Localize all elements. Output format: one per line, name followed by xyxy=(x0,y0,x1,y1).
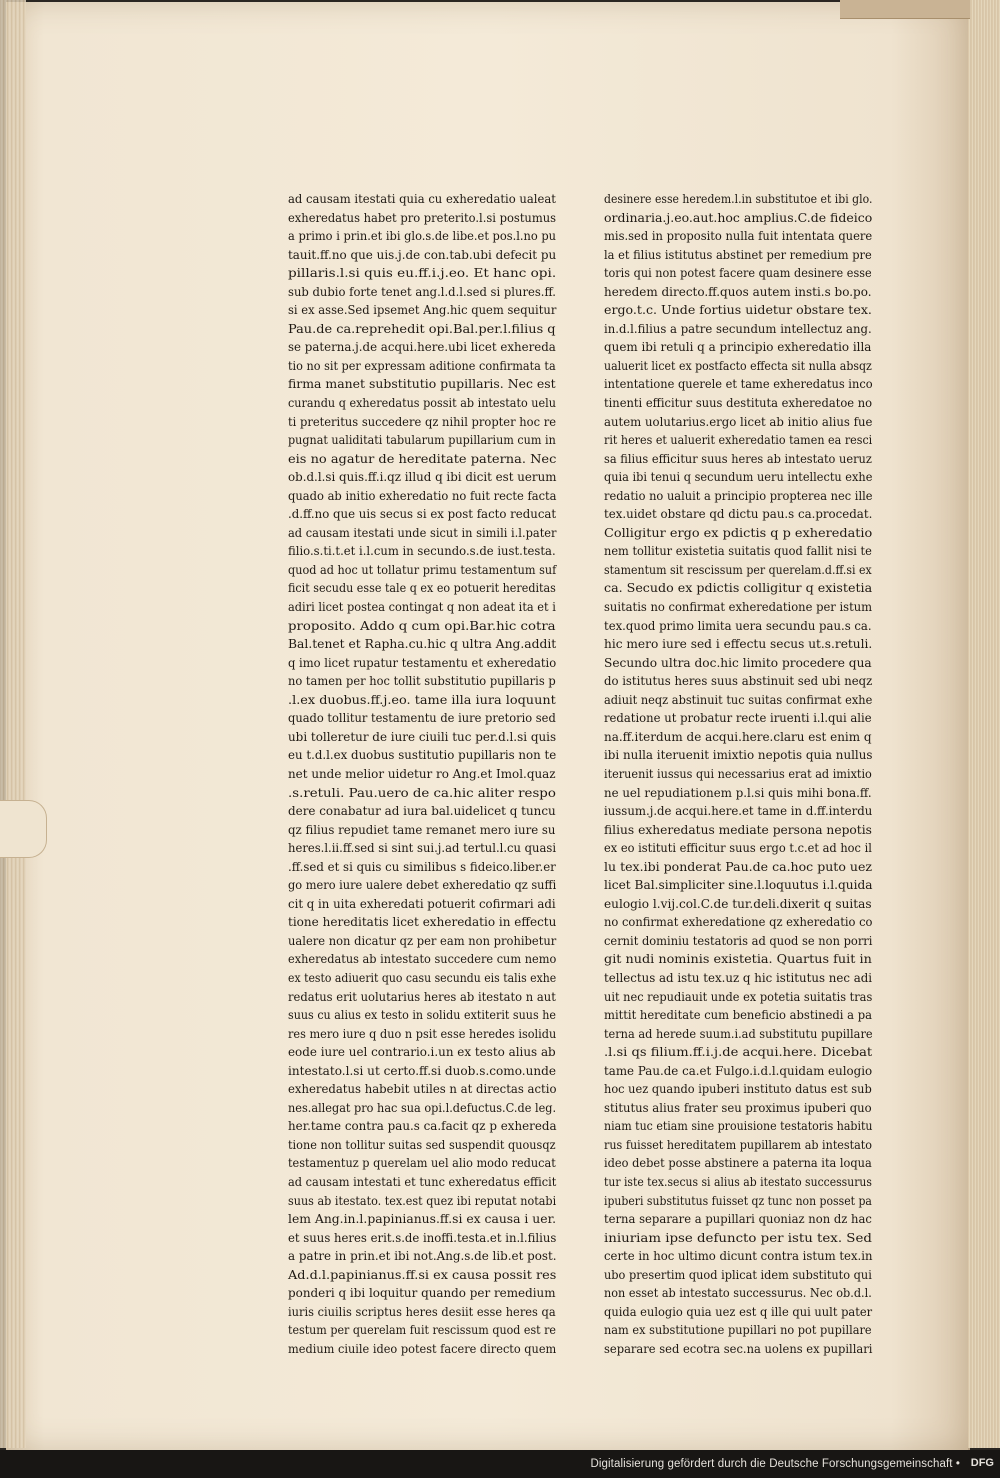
text-line: ponderi q ibi loquitur quando per remedium xyxy=(288,1286,556,1301)
text-line: intentatione querele et tame exheredatus inco xyxy=(604,377,873,392)
text-line: ualuerit licet ex postfacto effecta sit nulla absqz xyxy=(604,358,872,373)
text-line: ti preteritus succedere qz nihil propter hoc re xyxy=(288,414,557,429)
text-line: Secundo ultra doc.hic limito procedere qua xyxy=(604,655,872,670)
text-line: q imo licet rupatur testamentu et exheredatio xyxy=(288,655,557,670)
text-line: sub dubio forte tenet ang.l.d.l.sed si plures.ff. xyxy=(288,284,556,299)
text-line: ubi tolleretur de iure ciuili tuc per.d.l.si quis xyxy=(288,729,557,744)
text-line: ne uel repudiationem p.l.si quis mihi bona.ff. xyxy=(604,785,872,800)
text-column-left xyxy=(288,190,578,1358)
text-line: si ex asse.Sed ipsemet Ang.hic quem sequitur xyxy=(288,303,557,318)
text-line: ibi nulla iteruenit imixtio nepotis quia nullus xyxy=(604,748,873,763)
text-line: Bal.tenet et Rapha.cu.hic q ultra Ang.addit xyxy=(288,637,557,652)
text-line: ex testo adiuerit quo casu secundu eis talis exhe xyxy=(288,970,557,985)
text-line: quado ab initio exheredatio no fuit recte facta xyxy=(288,488,557,503)
text-line: iuris ciuilis scriptus heres desiit esse heres qa xyxy=(288,1304,556,1319)
text-line: na.ff.iterdum de acqui.here.claru est enim q xyxy=(604,729,872,744)
text-line: stitutus alius frater seu proximus ipuberi quo xyxy=(604,1100,872,1115)
text-line: uit nec repudiauit unde ex potetia suitatis tras xyxy=(604,989,873,1004)
text-line: heredem directo.ff.quos autem insti.s bo.po. xyxy=(604,284,872,299)
text-line: quod ad hoc ut tollatur primu testamentum suf xyxy=(288,562,557,577)
text-line: a patre in prin.et ibi not.Ang.s.de lib.et post. xyxy=(288,1249,557,1264)
text-line: iussum.j.de acqui.here.et tame in d.ff.interdu xyxy=(604,804,873,819)
text-line: mis.sed in proposito nulla fuit intentata quere xyxy=(604,229,873,244)
text-line: firma manet substitutio pupillaris. Nec est xyxy=(288,377,556,392)
text-line: autem uolutarius.ergo licet ab initio alius fue xyxy=(604,414,873,429)
text-line: lem Ang.in.l.papinianus.ff.si ex causa i uer. xyxy=(288,1212,557,1227)
text-line: eis no agatur de hereditate paterna. Nec xyxy=(288,451,557,466)
text-line: no tamen per hoc tollit substitutio pupillaris p xyxy=(288,674,556,689)
text-line: rit heres et ualuerit exheredatio tamen ea resci xyxy=(604,433,873,448)
text-line: terna ad herede suum.i.ad substitutu pupillare xyxy=(604,1026,873,1041)
text-line: Ad.d.l.papinianus.ff.si ex causa possit res xyxy=(288,1267,557,1282)
text-line: tame Pau.de ca.et Fulgo.i.d.l.quidam eulogio xyxy=(604,1063,873,1078)
text-line: tur iste tex.secus si alius ab itestato successurus xyxy=(604,1174,872,1189)
text-line: curandu q exheredatus possit ab intestato uelu xyxy=(288,396,556,411)
text-line: se paterna.j.de acqui.here.ubi licet exhereda xyxy=(288,340,556,355)
text-line: .d.ff.no que uis secus si ex post facto reducat xyxy=(288,507,557,522)
text-line: ualere non dicatur qz per eam non prohibetur xyxy=(288,933,557,948)
text-line: intestato.l.si ut certo.ff.si duob.s.como.unde xyxy=(288,1063,557,1078)
page-edge-top xyxy=(840,0,970,19)
text-line: desinere esse heredem.l.in substitutoe et ibi glo. xyxy=(604,192,873,206)
text-line: tex.quod primo limita uera secundu pau.s ca. xyxy=(604,618,872,633)
text-line: pillaris.l.si quis eu.ff.i.j.eo. Et hanc opi. xyxy=(288,266,557,281)
text-line: exheredatus ab intestato succedere cum nemo xyxy=(288,952,557,967)
text-line: eode iure uel contrario.i.un ex testo alius ab xyxy=(288,1045,556,1060)
text-line: in.d.l.filius a patre secundum intellectuz ang. xyxy=(604,321,872,336)
text-line: do istitutus heres suus abstinuit sed ubi neqz xyxy=(604,674,873,689)
text-line: heres.l.ii.ff.sed si sint sui.j.ad tertul.l.cu quasi xyxy=(288,841,557,856)
page-tab xyxy=(0,800,47,858)
text-line: hic mero iure sed i effectu secus ut.s.retuli. xyxy=(604,637,873,652)
text-line: ergo.t.c. Unde fortius uidetur obstare tex. xyxy=(604,303,872,318)
text-line: tione non tollitur suitas sed suspendit quousqz xyxy=(288,1137,556,1152)
text-line: la et filius istitutus abstinet per remedium pre xyxy=(604,247,872,262)
text-line: terna separare a pupillari quoniaz non dz hac xyxy=(604,1212,872,1227)
text-line: filius exheredatus mediate persona nepotis xyxy=(604,822,872,837)
text-line: eu t.d.l.ex duobus sustitutio pupillaris non te xyxy=(288,748,557,763)
text-line: tinenti efficitur suus destituta exheredatoe no xyxy=(604,396,873,411)
text-line: tio no sit per expressam aditione confirmata ta xyxy=(288,358,556,373)
text-line: .s.retuli. Pau.uero de ca.hic aliter respo xyxy=(288,785,556,800)
text-line: separare sed ecotra sec.na uolens ex pupillari xyxy=(604,1341,873,1356)
text-line: niam tuc etiam sine prouisione testatoris habitu xyxy=(604,1119,873,1134)
text-line: iteruenit iussus qui necessarius erat ad imixtio xyxy=(604,766,872,781)
text-line: nam ex substitutione pupillari no pot pupillare xyxy=(604,1323,872,1338)
text-line: ipuberi substitutus fuisset qz tunc non posset pa xyxy=(604,1193,872,1208)
text-line: non esset ab intestato successurus. Nec ob.d.l. xyxy=(604,1286,872,1301)
text-line: adiri licet postea contingat q non adeat ita et i xyxy=(288,600,556,615)
text-line: .l.ex duobus.ff.j.eo. tame illa iura loquunt xyxy=(288,692,556,707)
text-line: redatio no ualuit a principio propterea nec ille xyxy=(604,488,873,503)
text-line: Pau.de ca.reprehedit opi.Bal.per.l.filius q xyxy=(288,321,556,336)
text-line: quado tollitur testamentu de iure pretorio sed xyxy=(288,711,556,726)
text-line: toris qui non potest facere quam desinere esse xyxy=(604,266,872,281)
text-line: ad causam itestati unde sicut in simili i.l.pater xyxy=(288,525,557,540)
text-line: cit q in uita exheredati potuerit cofirmari adi xyxy=(288,896,556,911)
text-line: ideo debet posse abstinere a paterna ita loqua xyxy=(604,1156,872,1171)
footer-credit: Digitalisierung gefördert durch die Deutsche Forschungsgemeinschaft • xyxy=(590,1458,960,1470)
text-line: stamentum sit rescissum per querelam.d.ff.si ex xyxy=(604,562,872,577)
text-column-right xyxy=(604,190,896,1358)
text-line: go mero iure ualere debet exheredatio qz suffi xyxy=(288,878,557,893)
text-line: iniuriam ipse defuncto per istu tex. Sed xyxy=(604,1230,872,1245)
text-line: ca. Secudo ex pdictis colligitur q existetia xyxy=(604,581,873,596)
text-line: tione hereditatis licet exheredatio in effectu xyxy=(288,915,557,930)
text-line: filio.s.ti.t.et i.l.cum in secundo.s.de iust.testa. xyxy=(288,544,556,559)
text-line: mittit hereditate cum beneficio abstinedi a pa xyxy=(604,1008,872,1023)
text-line: eulogio l.vij.col.C.de tur.deli.dixerit q suitas xyxy=(604,896,872,911)
text-line: tellectus ad istu tex.uz q hic istitutus nec adi xyxy=(604,970,873,985)
text-line: sa filius efficitur suus heres ab intestato ueruz xyxy=(604,451,872,466)
text-line: licet Bal.simpliciter sine.l.loquutus i.l.quida xyxy=(604,878,873,893)
text-line: testum per querelam fuit rescissum quod est re xyxy=(288,1323,556,1338)
text-line: cernit dominiu testatoris ad quod se non porri xyxy=(604,933,873,948)
text-line: exheredatus habebit utiles n at directas actio xyxy=(288,1082,557,1097)
text-line: .ff.sed et si quis cu similibus s fideico.liber.er xyxy=(288,859,556,874)
text-line: quem ibi retuli q a principio exheredatio illa xyxy=(604,340,872,355)
text-line: nem tollitur existetia suitatis quod fallit nisi te xyxy=(604,544,872,559)
text-line: lu tex.ibi ponderat Pau.de ca.hoc puto uez xyxy=(604,859,872,874)
text-line: adiuit neqz abstinuit tuc suitas confirmat exhe xyxy=(604,692,873,707)
text-line: exheredatus habet pro preterito.l.si postumus xyxy=(288,210,557,225)
text-line: qz filius repudiet tame remanet mero iure su xyxy=(288,822,556,837)
text-line: ex eo istituti efficitur suus ergo t.c.et ad hoc il xyxy=(604,841,872,856)
page-stack-left xyxy=(0,0,26,1448)
text-line: tex.uidet obstare qd dictu pau.s ca.procedat. xyxy=(604,507,873,522)
text-line: ad causam intestati et tunc exheredatus efficit xyxy=(288,1174,557,1189)
text-line: nes.allegat pro hac sua opi.l.defuctus.C.de leg. xyxy=(288,1100,557,1115)
text-line: a primo i prin.et ibi glo.s.de libe.et pos.l.no pu xyxy=(288,229,557,244)
text-line: Colligitur ergo ex pdictis q p exheredatio xyxy=(604,525,873,540)
text-line: redatus erit uolutarius heres ab itestato n aut xyxy=(288,989,556,1004)
text-line: .l.si qs filium.ff.i.j.de acqui.here. Dicebat xyxy=(604,1045,873,1060)
text-line: redatione ut probatur recte iruenti i.l.qui alie xyxy=(604,711,872,726)
text-line: ordinaria.j.eo.aut.hoc amplius.C.de fideico xyxy=(604,210,873,225)
text-line: tauit.ff.no que uis.j.de con.tab.ubi defecit pu xyxy=(288,247,557,262)
text-line: rus fuisset hereditatem pupillarem ab intestato xyxy=(604,1137,873,1152)
text-line: proposito. Addo q cum opi.Bar.hic cotra xyxy=(288,618,556,633)
text-line: ob.d.l.si quis.ff.i.qz illud q ibi dicit est uerum xyxy=(288,470,557,485)
text-line: certe in hoc ultimo dicunt contra istum tex.in xyxy=(604,1249,873,1264)
text-line: et suus heres erit.s.de inoffi.testa.et in.l.filius xyxy=(288,1230,557,1245)
text-line: hoc uez quando ipuberi instituto datus est sub xyxy=(604,1082,872,1097)
text-line: quia ibi tenui q secundum ueru intellectu exhe xyxy=(604,470,873,485)
text-line: testamentuz p querelam uel alio modo reducat xyxy=(288,1156,556,1171)
text-line: pugnat ualiditati tabularum pupillarium cum in xyxy=(288,433,556,448)
text-line: suus cu alius ex testo in solidu extiterit suus he xyxy=(288,1008,556,1023)
text-line: net unde melior uidetur ro Ang.et Imol.quaz xyxy=(288,766,556,781)
text-line: ad causam itestati quia cu exheredatio ualeat xyxy=(288,192,556,206)
text-line: ficit secudu esse tale q ex eo potuerit hereditas xyxy=(288,581,556,596)
text-line: git nudi nominis existetia. Quartus fuit in xyxy=(604,952,872,967)
text-line: medium ciuile ideo potest facere directo quem xyxy=(288,1341,557,1356)
text-line: suitatis no confirmat exheredatione per istum xyxy=(604,600,873,615)
text-line: ubo presertim quod iplicat idem substituto qui xyxy=(604,1267,872,1282)
text-line: quida eulogio quia uez est q ille qui uult pater xyxy=(604,1304,873,1319)
text-line: her.tame contra pau.s ca.facit qz p exhereda xyxy=(288,1119,557,1134)
text-line: no confirmat exheredatione qz exheredatio co xyxy=(604,915,873,930)
page-stack-right xyxy=(968,0,1000,1448)
text-line: res mero iure q duo n psit esse heredes isolidu xyxy=(288,1026,557,1041)
text-line: dere conabatur ad iura bal.uidelicet q tuncu xyxy=(288,804,556,819)
text-line: suus ab itestato. tex.est quez ibi reputat notabi xyxy=(288,1193,557,1208)
dfg-logo: DFG xyxy=(970,1457,994,1469)
